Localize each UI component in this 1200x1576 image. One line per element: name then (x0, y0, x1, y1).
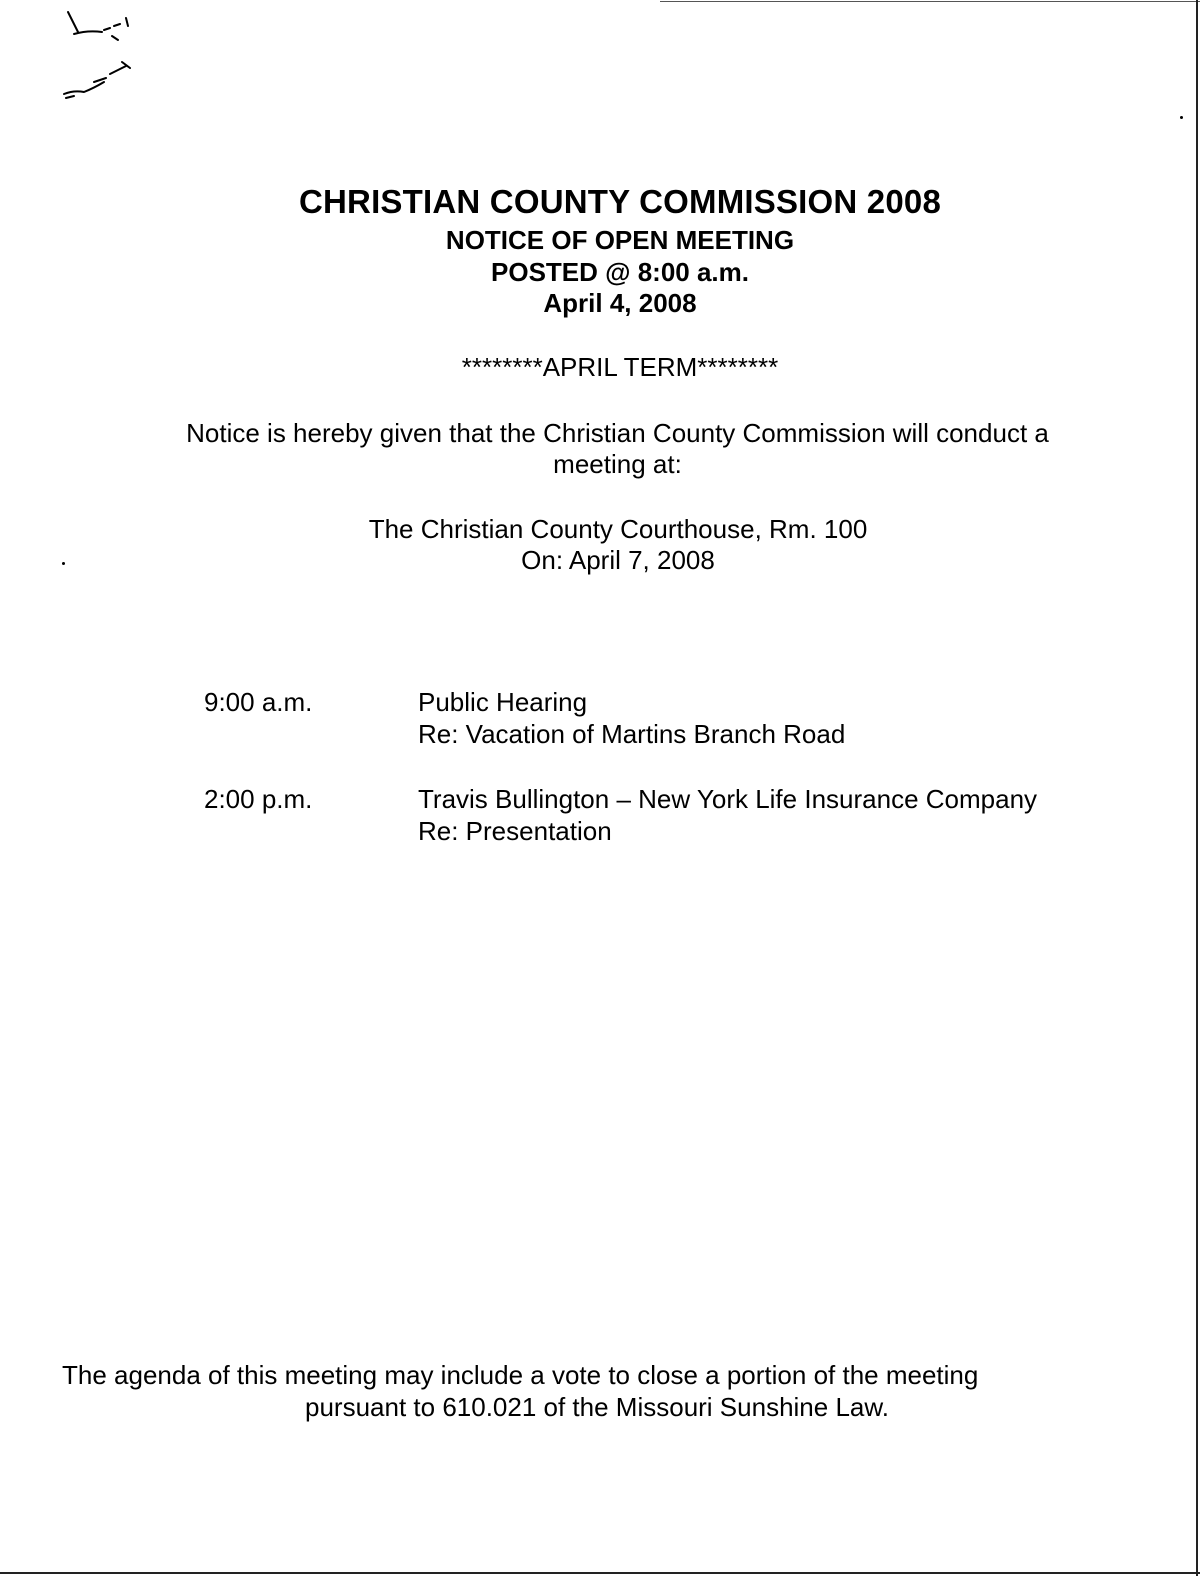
footer-notice (0, 1359, 1100, 1423)
page-subtitle: NOTICE OF OPEN MEETING (445, 225, 795, 255)
meeting-place: The Christian County Courthouse, Rm. 100 (368, 514, 868, 544)
agenda-regarding: Re: Vacation of Martins Branch Road (418, 719, 846, 749)
notice-line: meeting at: (553, 449, 682, 479)
agenda-subject: Travis Bullington – New York Life Insurance Company (418, 784, 1038, 814)
meeting-date: On: April 7, 2008 (521, 545, 715, 575)
notice-paragraph (150, 418, 1085, 480)
page-title: CHRISTIAN COUNTY COMMISSION 2008 (298, 183, 942, 220)
notice-line: Notice is hereby given that the Christian County Commission will conduct a (186, 418, 1049, 448)
agenda-description (418, 783, 1037, 847)
agenda-regarding: Re: Presentation (418, 816, 612, 846)
term-heading: ********APRIL TERM******** (461, 352, 779, 382)
agenda-subject: Public Hearing (418, 687, 588, 717)
posted-date: April 4, 2008 (543, 288, 697, 318)
page-top-edge (660, 1, 1200, 2)
footer-line: The agenda of this meeting may include a vote to close a portion of the meeting (62, 1360, 979, 1390)
handwritten-mark-icon (58, 8, 158, 108)
scan-speck (1180, 116, 1183, 119)
footer-line: pursuant to 610.021 of the Missouri Sunshine Law. (305, 1392, 889, 1422)
posted-time: POSTED @ 8:00 a.m. (491, 257, 749, 287)
agenda-time: 9:00 a.m. (204, 687, 313, 717)
agenda-description (418, 686, 845, 750)
meeting-location (0, 514, 1200, 576)
page-bottom-edge (0, 1572, 1200, 1574)
agenda-time: 2:00 p.m. (204, 784, 313, 814)
